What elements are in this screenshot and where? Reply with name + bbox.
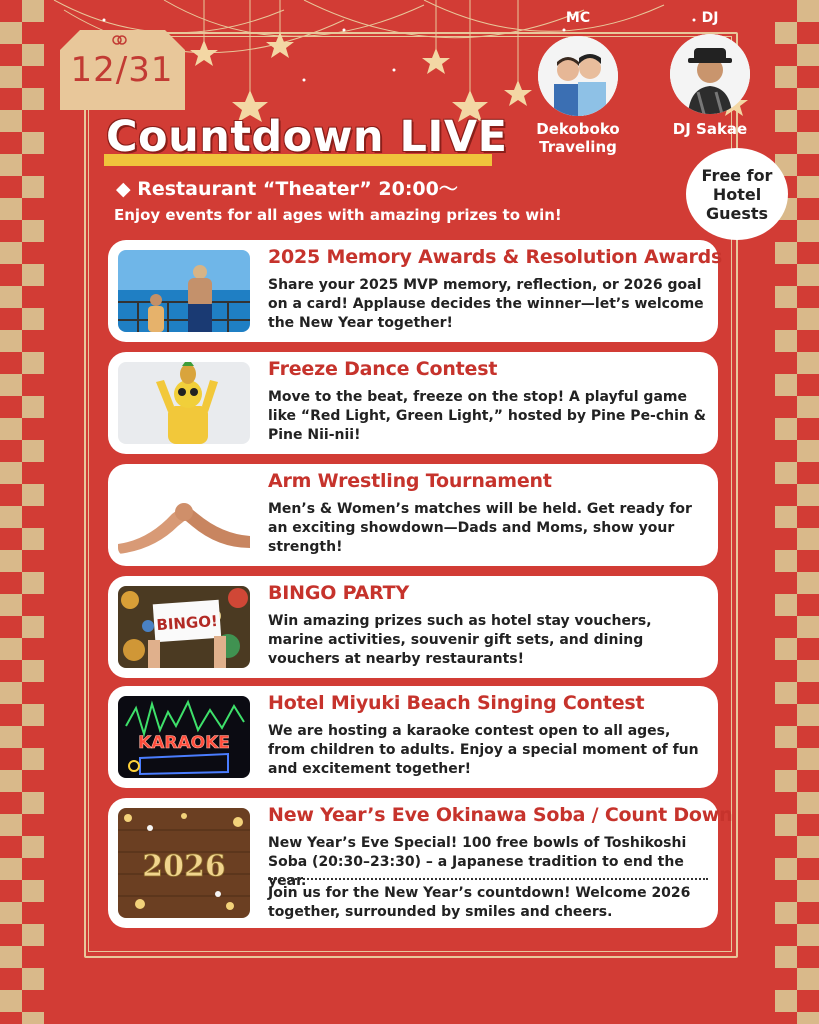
event-description: Move to the beat, freeze on the stop! A playful game like “Red Light, Green Light,” hosted by Pine Pe-chin & Pine Nii-nii! (268, 389, 706, 443)
karaoke-neon-text: KARAOKE (138, 733, 230, 753)
event-card-bingo (108, 576, 718, 678)
event-description: We are hosting a karaoke contest open to all ages, from children to adults. Enjoy a special moment of fun and excitement together! (268, 723, 699, 777)
event-title: 2025 Memory Awards & Resolution Awards (268, 246, 723, 268)
event-title: Freeze Dance Contest (268, 358, 498, 380)
event-card-soba-countdown (108, 798, 733, 928)
bingo-photo (118, 586, 250, 668)
dj-name: DJ Sakae (672, 120, 748, 138)
year-2026-text: 2026 (142, 849, 226, 884)
left-checkered-border (0, 0, 44, 1024)
event-title: Arm Wrestling Tournament (268, 470, 552, 492)
event-title: New Year’s Eve Okinawa Soba / Count Down (268, 804, 733, 826)
memory-awards-photo (118, 250, 250, 332)
mc-name: Dekoboko Traveling (536, 120, 620, 156)
karaoke-neon-photo (118, 696, 250, 778)
freeze-dance-photo (118, 362, 250, 444)
event-title: Hotel Miyuki Beach Singing Contest (268, 692, 645, 714)
event-card-singing-contest (108, 686, 718, 788)
event-description: Share your 2025 MVP memory, reflection, or 2026 goal on a card! Applause decides the winner—let’s welcome the New Year together! (268, 277, 704, 331)
event-description: Men’s & Women’s matches will be held. Get ready for an exciting showdown—Dads and Moms, show your strength! (268, 501, 692, 555)
dj-role-label: DJ (701, 10, 719, 26)
event-title: BINGO PARTY (268, 582, 409, 604)
event-date: 12/31 (70, 50, 174, 90)
event-card-memory-awards (108, 240, 723, 342)
page-title: Countdown LIVE (106, 112, 508, 162)
mc-avatar (538, 36, 618, 116)
dj-avatar (670, 34, 750, 114)
free-badge-text: Free for Hotel Guests (701, 165, 773, 223)
event-description: Win amazing prizes such as hotel stay vouchers, marine activities, souvenir gift sets, and dining vouchers at nearby restaurants! (268, 613, 652, 667)
right-checkered-border (775, 0, 819, 1024)
arm-wrestling-photo (118, 474, 250, 556)
tagline: Enjoy events for all ages with amazing prizes to win! (114, 206, 562, 224)
bingo-sign-text: BINGO! (155, 611, 219, 635)
event-description-2: Join us for the New Year’s countdown! Welcome 2026 together, surrounded by smiles and cheers. (268, 885, 691, 920)
venue-time: ◆ Restaurant “Theater” 20:00～ (116, 178, 458, 200)
dotted-divider (268, 878, 708, 880)
event-card-freeze-dance (108, 352, 718, 454)
countdown-2026-photo (118, 808, 250, 918)
event-description: New Year’s Eve Special! 100 free bowls of Toshikoshi Soba (20:30–23:30) – a Japanese tradition to end the year. (268, 835, 687, 889)
event-card-arm-wrestling (108, 464, 718, 566)
free-for-guests-badge (686, 148, 788, 240)
mc-role-label: MC (565, 10, 591, 26)
